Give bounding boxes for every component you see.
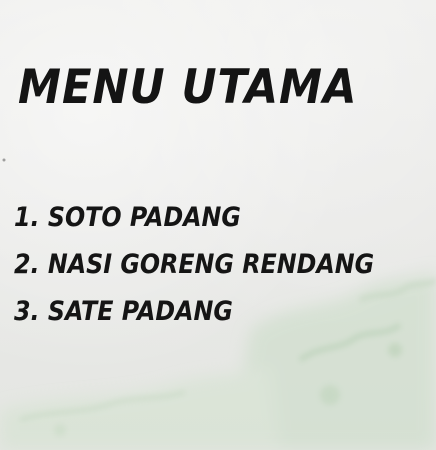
menu-item-soto-padang: 1. SOTO PADANG	[14, 202, 241, 233]
menu-title: MENU UTAMA	[18, 60, 358, 115]
menu-list	[14, 194, 423, 335]
menu-item-nasi-goreng-rendang: 2. NASI GORENG RENDANG	[14, 249, 375, 280]
menu-item-sate-padang: 3. SATE PADANG	[14, 296, 233, 327]
